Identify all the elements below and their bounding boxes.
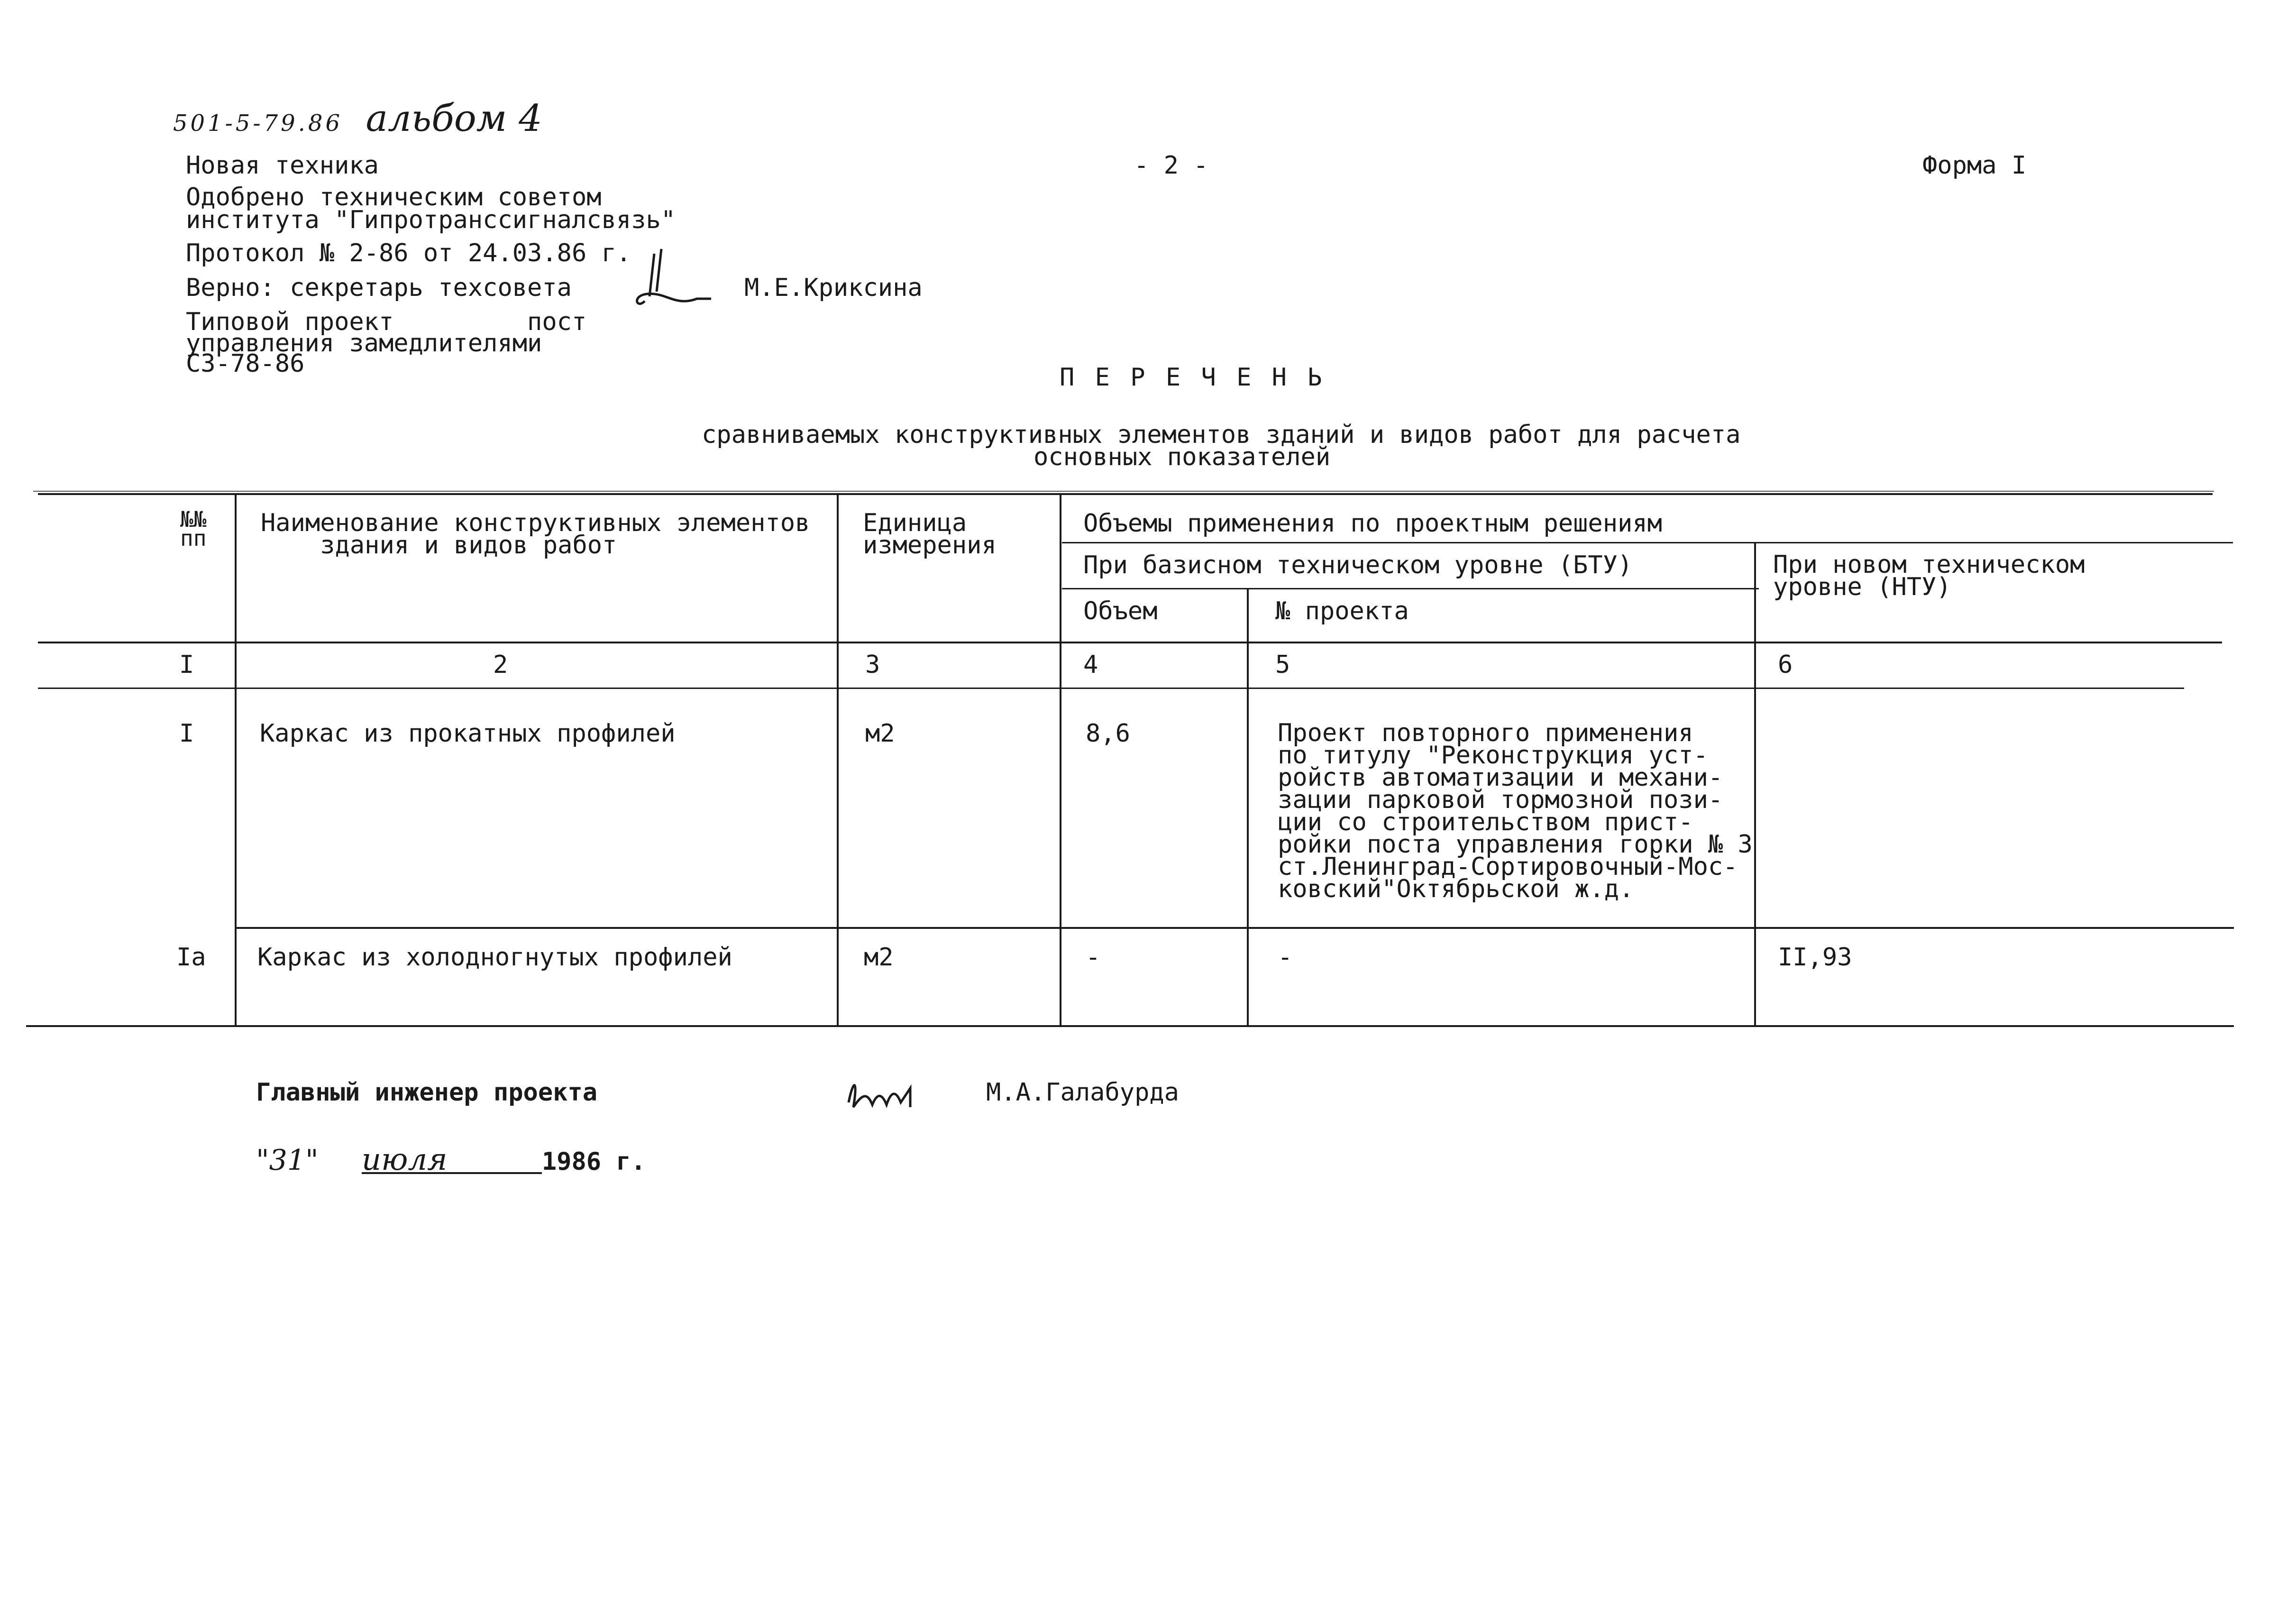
album-reference <box>173 97 542 140</box>
document-subtitle-2: основных показателей <box>1034 443 1331 471</box>
header-unit: Единица измерения <box>863 509 997 560</box>
secretary-name: М.Е.Криксина <box>744 274 923 302</box>
chief-engineer-name: М.А.Галабурда <box>986 1078 1179 1107</box>
chief-engineer-label: Главный инженер проекта <box>256 1078 598 1107</box>
date-year: 1986 г. <box>541 1147 646 1176</box>
verified-label: Верно: секретарь техсовета <box>186 274 572 302</box>
project-line-3: СЗ-78-86 <box>186 349 305 378</box>
row-element-name: Каркас из прокатных профилей <box>260 719 676 748</box>
row-project: Проект повторного применения по титулу "Реконструкция уст- ройств автоматизации и механи- зации парковой тормозной пози- ции со строительством прист- ройки поста управления горки № 3 ст.Ленинград-Сортировочный-Мос- ковский"Октябрьской ж.д. <box>1278 719 1753 903</box>
column-number: 6 <box>1778 651 1793 679</box>
row-ntu: II,93 <box>1778 943 1852 972</box>
row-project: - <box>1278 943 1293 972</box>
date-month: июля <box>362 1147 542 1174</box>
protocol-line: Протокол № 2-86 от 24.03.86 г. <box>186 239 631 267</box>
header-btu: При базисном техническом уровне (БТУ) <box>1083 551 1633 579</box>
header-number: №№ пп <box>180 506 207 551</box>
header-project-number: № проекта <box>1275 597 1409 625</box>
form-label: Форма I <box>1922 151 2027 180</box>
row-number: I <box>179 719 194 748</box>
new-technology-label: Новая техника <box>186 151 379 180</box>
row-unit: м2 <box>864 943 894 972</box>
project-line-1: Типовой проект пост <box>186 308 587 336</box>
sign-date <box>256 1142 646 1177</box>
row-number: Iа <box>176 943 206 972</box>
secretary-signature <box>626 239 721 315</box>
document-subtitle-1: сравниваемых конструктивных элементов зданий и видов работ для расчета <box>702 421 1741 449</box>
album-code: 501-5-79.86 <box>173 110 343 137</box>
column-number: 4 <box>1083 651 1098 679</box>
chief-engineer-signature <box>839 1074 920 1117</box>
row-volume: - <box>1086 943 1101 972</box>
row-unit: м2 <box>865 719 895 748</box>
column-number: 3 <box>865 651 880 679</box>
page-number: - 2 - <box>1134 151 1208 180</box>
column-number: 5 <box>1275 651 1290 679</box>
row-volume: 8,6 <box>1086 719 1130 748</box>
date-day: "31" <box>256 1144 319 1177</box>
album-number: альбом 4 <box>366 97 542 140</box>
column-number: 2 <box>493 651 508 679</box>
header-volume: Объем <box>1083 597 1158 625</box>
document-title: П Е Р Е Ч Е Н Ь <box>1060 363 1325 392</box>
approval-line-2: института "Гипротранссигналсвязь" <box>186 206 676 234</box>
column-number: I <box>179 651 194 679</box>
header-element-name: Наименование конструктивных элементов здания и видов работ <box>261 509 810 560</box>
row-element-name: Каркас из холодногнутых профилей <box>257 943 732 972</box>
header-volumes: Объемы применения по проектным решениям <box>1083 509 1662 538</box>
approval-line-1: Одобрено техническим советом <box>186 183 602 211</box>
project-line-2: управления замедлителями <box>186 329 542 358</box>
header-ntu: При новом техническом уровне (НТУ) <box>1773 551 2085 601</box>
